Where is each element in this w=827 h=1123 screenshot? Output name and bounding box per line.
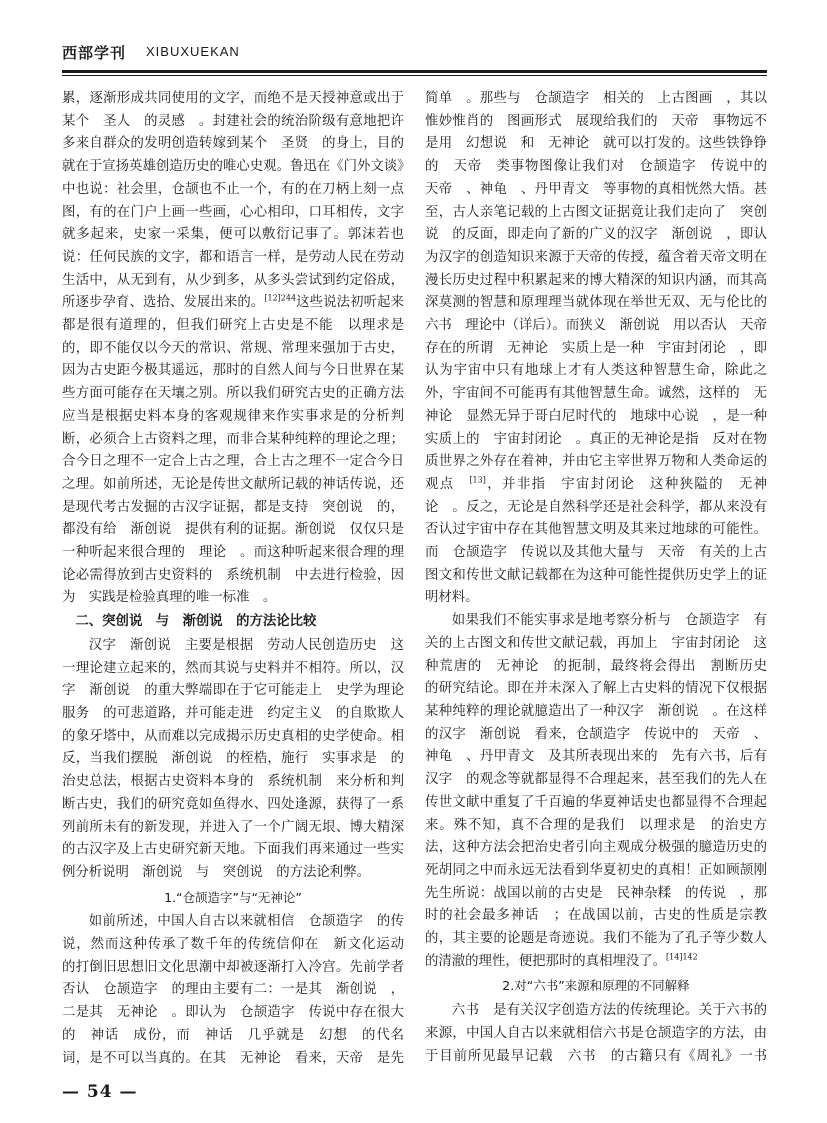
sub-heading: 2.对“六书”来源和原理的不同解释 <box>502 978 690 994</box>
paragraph: 六书 是有关汉字创造方法的传统理论。关于六书的来源，中国人自古以来就相信六书是仓颉造字的方法，由于目前所见最早记载 六书 的古籍只有《周礼》一书 <box>425 1003 767 1064</box>
paragraph <box>425 88 767 610</box>
paragraph <box>62 88 404 610</box>
header-rule-thick <box>62 70 767 73</box>
section-heading: 二、突创说 与 渐创说 的方法论比较 <box>75 614 317 630</box>
journal-roman-name: XIBUXUEKAN <box>146 44 240 59</box>
citation-marker: [14]142 <box>666 952 698 962</box>
left-column <box>62 88 404 1068</box>
right-column <box>425 88 767 1068</box>
paragraph-text: 这些说法初听起来都是很有道理的，但我们研究上古史是不能 以理求是 的，即不能仅以今天的常识、常规、常理来强加于古史，因为古史距今极其遥远，那时的自然人间与今日世界在某些方面可能存在天壤之别。所以我们研究古史的正确方法应当是根据史料本身的客观规律来作实事求是的分析判断，必须合上古资料之理，而非合某种纯粹的理论之理；合今日之理不一定合上古之理，合上古之理不一定合今日之理。如前所述，无论是传世文献所记载的神话传说，还是现代考古发掘的古汉字证据，都是支持 突创说 的，都没有给 渐创说 提供有利的证据。渐创说 仅仅只是一种听起来很合理的 理论 。而这种听起来很合理的理论必需得放到古史资料的 系统机制 中去进行检验，因为 实践是检验真理的唯一标准 。 <box>62 295 404 606</box>
citation-marker: [12]244 <box>264 293 297 303</box>
paragraph <box>425 610 767 973</box>
running-header <box>62 42 767 66</box>
paragraph-text: 如果我们不能实事求是地考察分析与 仓颉造字 有关的上古图文和传世文献记载，再加上 宇宙封闭论 这种荒唐的 无神论 的扼制，最终将会得出 割断历史 的研究结论。即在并未深入了解上古史料的情况下仅根据某种纯粹的理论就臆造出了一种汉字 渐创说 。在这样的汉字 渐创说 看来，仓颉造字 传说中的 天帝 、神龟 、丹甲青文 及其所表现出来的 先有六书，后有汉字 的观念等就都显得不合理起来，甚至我们的先人在传世文献中重复了千百遍的华夏神话史也都显得不合理起来。殊不知，真不合理的是我们 以理求是 的治史方法，这种方法会把治史者引向主观成分极强的臆造历史的死胡同之中而永远无法看到华夏初史的真相！正如顾颉刚先生所说：战国以前的古史是 民神杂糅 的传说 ，那时的社会最多神话 ；在战国以前，古史的性质是宗教的，其主要的论题是奇迹说。我们不能为了孔子等少数人的清澈的理性，便把那时的真相埋没了。 <box>425 613 767 969</box>
paragraph-text: ，并非指 宇宙封闭论 这种狭隘的 无神论 。反之，无论是自然科学还是社会科学，都从来没有否认过宇宙中存在其他智慧文明及其来过地球的可能性。而 仓颉造字 传说以及其他大量与 天帝 有关的上古图文和传世文献记载都在为这种可能性提供历史学上的证明材料。 <box>425 476 767 606</box>
paragraph: 如前所述，中国人自古以来就相信 仓颉造字 的传说，然而这种传承了数千年的传统信仰在 新文化运动 的打倒旧思想旧文化思潮中却被逐渐打入冷宫。先前学者否认 仓颉造字 的理由主要有二：一是其 渐创说 ，二是其 无神论 。即认为 仓颉造字 传说中存在很大的 神话 成份，而 神话 几乎就是 幻想 的代名词，是不可以当真的。在其 无神论 看来，天帝 是先 <box>62 914 404 1066</box>
journal-name: 西部学刊 <box>62 44 127 62</box>
paragraph: 汉字 渐创说 主要是根据 劳动人民创造历史 这一理论建立起来的，然而其说与史料并不相符。所以，汉字 渐创说 的重大弊端即在于它可能走上 史学为理论服务 的可悲道路，并可能走进 约定主义 的自欺欺人的象牙塔中，从而难以完成揭示历史真相的史学使命。相反，当我们摆脱 渐创说 的桎梏，施行 实事求是 的治史总法，根据古史资料本身的 系统机制 来分析和判断古史，我们的研究竟如鱼得水、四处逢源，获得了一系列前所未有的新发现，并进入了一个广阔无垠、博大精深的古汉字及上古史研究新天地。下面我们再来通过一些实例分析说明 渐创说 与 突创说 的方法论利弊。 <box>62 637 404 880</box>
sub-heading: 1.“仓颉造字”与“无神论” <box>164 889 302 905</box>
page-number: — 54 — <box>62 1082 138 1102</box>
paragraph-text: 累，逐渐形成共同使用的文字，而绝不是天授神意或出于某个 圣人 的灵感 。封建社会的统治阶级有意地把许多来自群众的发明创造转嫁到某个 圣贤 的身上，目的就在于宣扬英雄创造历史的唯心史观。鲁迅在《门外文谈》中也说：社会里，仓颉也不止一个，有的在刀柄上刻一点图，有的在门户上画一些画，心心相印，口耳相传，文字就多起来，史家一采集，便可以敷衍记事了。郭沫若也说：任何民族的文字，都和语言一样，是劳动人民在劳动生活中，从无到有，从少到多，从多头尝试到约定俗成，所逐步孕育、选拾、发展出来的。 <box>62 91 404 311</box>
paragraph-text: 简单 。那些与 仓颉造字 相关的 上古图画 ，其以惟妙惟肖的 图画形式 展现给我们的 天帝 事物远不是用 幻想说 和 无神论 就可以打发的。这些铁铮铮的 天帝 类事物图像让我们对 仓颉造字 传说中的 天帝 、神龟 、丹甲青文 等事物的真相恍然大悟。甚至，古人亲笔记载的上古图文证据竟让我们走向了 突创说 的反面，即走向了新的广义的汉字 渐创说 ，即认为汉字的创造知识来源于天帝的传授，蕴含着天帝文明在漫长历史过程中积累起来的博大精深的知识内涵，而其高深莫测的智慧和原理理当就体现在举世无双、无与伦比的 六书 理论中（详后）。而狭义 渐创说 用以否认 天帝 存在的所谓 无神论 实质上是一种 宇宙封闭论 ，即认为宇宙中只有地球上才有人类这种智慧生命，除此之外，宇宙间不可能再有其他智慧生命。诚然，这样的 无神论 显然无异于哥白尼时代的 地球中心说 ，是一种实质上的 宇宙封闭论 。真正的无神论是指 反对在物质世界之外存在着神，并由它主宰世界万物和人类命运的观点 <box>425 91 767 492</box>
header-rule-thin <box>62 75 767 76</box>
citation-marker: [13] <box>469 475 486 485</box>
